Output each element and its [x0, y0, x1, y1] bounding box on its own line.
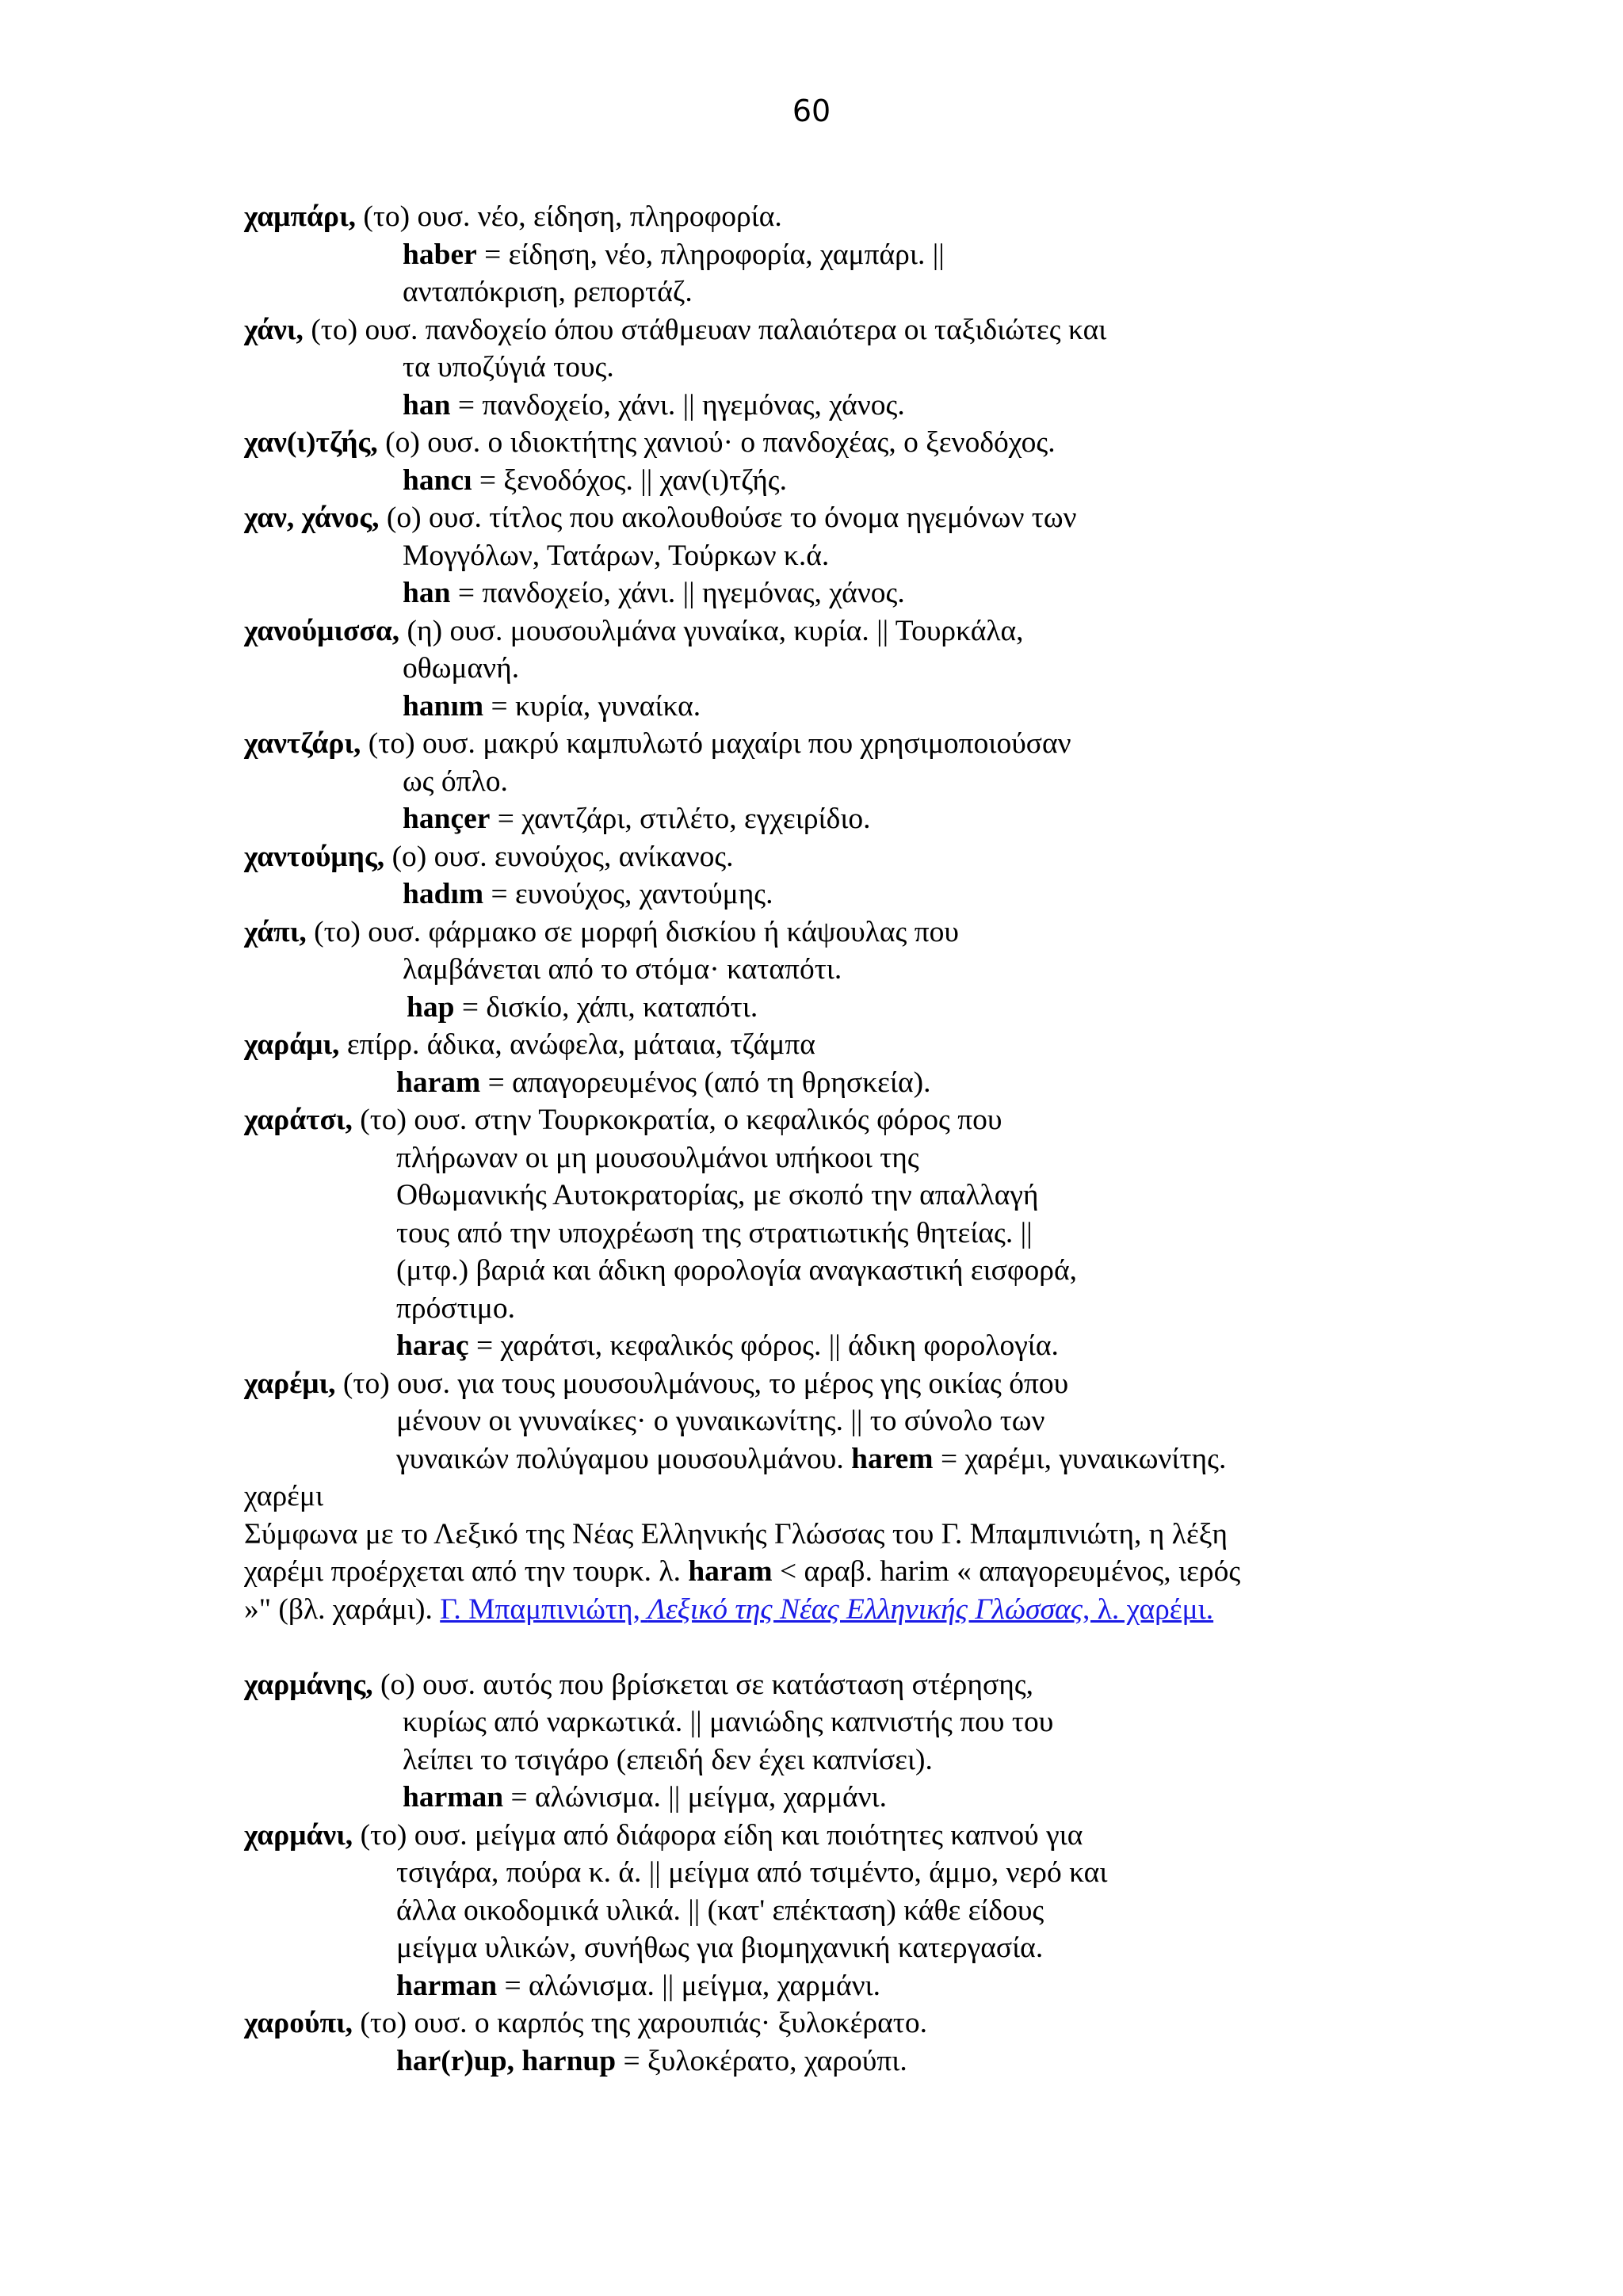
entry-definition: (το) ουσ. πανδοχείο όπου στάθμευαν παλαιότερα οι ταξιδιώτες και — [303, 313, 1107, 346]
turkish-word: haram — [396, 1066, 481, 1099]
note-text-part: χαρέμι προέρχεται από την τουρκ. λ. — [244, 1555, 689, 1588]
entry-headword: χαμπάρι, — [244, 200, 356, 233]
entry-headword: χαρέμι, — [244, 1367, 336, 1400]
entry-headline — [244, 1101, 1393, 1139]
turkish-meaning: = πανδοχείο, χάνι. || ηγεμόνας, χάνος. — [450, 577, 905, 609]
turkish-meaning: = δισκίο, χάπι, καταπότι. — [454, 990, 758, 1024]
turkish-meaning: = αλώνισμα. || μείγμα, χαρμάνι. — [497, 1969, 881, 2002]
entry-headword: χαν, χάνος, — [244, 502, 380, 534]
entry-headword: χαρούπι, — [244, 2007, 353, 2039]
reference-title: Λεξικό της Νέας Ελληνικής Γλώσσας — [647, 1592, 1083, 1626]
entry-headword: χαρμάνι, — [244, 1818, 353, 1852]
entry-headline — [244, 198, 1393, 236]
entry-definition: (το) ουσ. στην Τουρκοκρατία, ο κεφαλικός φόρος που — [352, 1104, 1002, 1136]
entry-definition: (το) ουσ. νέο, είδηση, πληροφορία. — [355, 200, 782, 233]
note-text-part: »" (βλ. χαράμι). — [244, 1592, 441, 1626]
turkish-etymology — [244, 1064, 1393, 1102]
turkish-etymology — [244, 236, 1393, 274]
entry-headline — [244, 612, 1393, 650]
entry-definition-cont: ως όπλο. — [403, 765, 508, 798]
dictionary-content — [244, 198, 1393, 2080]
entry-definition-cont: κυρίως από ναρκωτικά. || μανιώδης καπνιστής που του — [403, 1706, 1054, 1738]
note-text — [244, 1553, 1393, 1591]
turkish-meaning: = χαρέμι, γυναικωνίτης. — [933, 1442, 1227, 1475]
entry-headline — [244, 2004, 1393, 2042]
entry-definition: επίρρ. άδικα, ανώφελα, μάταια, τζάμπα — [339, 1028, 815, 1061]
entry-definition-cont: τους από την υποχρέωση της στρατιωτικής θητείας. || — [396, 1216, 1033, 1249]
turkish-meaning: = ξενοδόχος. || χαν(ι)τζής. — [472, 463, 788, 497]
reference-entry: , λ. χαρέμι. — [1082, 1592, 1214, 1626]
turkish-meaning: = ξυλοκέρατο, χαρούπι. — [616, 2044, 907, 2077]
turkish-word: han — [403, 577, 451, 609]
turkish-word: hanım — [403, 689, 484, 723]
turkish-meaning-cont: ανταπόκριση, ρεπορτάζ. — [403, 276, 693, 308]
entry-headline — [244, 1365, 1393, 1403]
turkish-meaning: = είδηση, νέο, πληροφορία, χαμπάρι. || — [476, 238, 945, 271]
turkish-word: harem — [851, 1442, 934, 1475]
entry-headline — [244, 913, 1393, 952]
turkish-etymology — [244, 875, 1393, 913]
turkish-etymology — [244, 1327, 1393, 1365]
entry-headword: χαν(ι)τζής, — [244, 426, 378, 459]
reference-author: Γ. Μπαμπινιώτη, — [440, 1592, 648, 1626]
entry-definition: (ο) ουσ. ο ιδιοκτήτης χανιού· ο πανδοχέας, ο ξενοδόχος. — [377, 426, 1056, 459]
entry-definition: (ο) ουσ. αυτός που βρίσκεται σε κατάσταση στέρησης, — [372, 1668, 1034, 1701]
entry-definition-cont: άλλα οικοδομικά υλικά. || (κατ' επέκταση) κάθε είδους — [396, 1894, 1044, 1927]
turkish-word: har(r)up, harnup — [396, 2044, 617, 2077]
entry-headword: χάνι, — [244, 313, 304, 346]
turkish-word: hancı — [403, 463, 472, 497]
entry-definition: (ο) ουσ. ευνούχος, ανίκανος. — [384, 840, 734, 873]
entry-definition-cont: Οθωμανικής Αυτοκρατορίας, με σκοπό την απαλλαγή — [396, 1179, 1039, 1211]
entry-definition-cont: οθωμανή. — [403, 652, 520, 685]
note-text-part: < αραβ. harim « απαγορευμένος, ιερός — [772, 1555, 1241, 1588]
turkish-etymology — [244, 387, 1393, 425]
entry-definition: (το) ουσ. ο καρπός της χαρουπιάς· ξυλοκέρατο. — [353, 2007, 927, 2039]
turkish-word: han — [403, 388, 451, 421]
entry-headline — [244, 311, 1393, 349]
turkish-word: haraç — [396, 1329, 469, 1362]
turkish-word: hadım — [403, 878, 484, 910]
entry-headline — [244, 499, 1393, 537]
entry-definition: (το) ουσ. μείγμα από διάφορα είδη και ποιότητες καπνού για — [353, 1818, 1083, 1852]
turkish-etymology — [244, 800, 1393, 838]
turkish-word: harman — [396, 1969, 498, 2002]
entry-headword: χανούμισσα, — [244, 614, 400, 647]
entry-headline — [244, 725, 1393, 763]
entry-headline — [244, 424, 1393, 462]
turkish-meaning: = απαγορευμένος (από τη θρησκεία). — [480, 1066, 931, 1099]
entry-definition: (ο) ουσ. τίτλος που ακολουθούσε το όνομα ηγεμόνων των — [379, 502, 1077, 534]
entry-headword: χαράτσι, — [244, 1104, 353, 1136]
entry-definition-cont: (μτφ.) βαριά και άδικη φορολογία αναγκαστική εισφορά, — [396, 1254, 1078, 1287]
turkish-etymology — [244, 1779, 1393, 1817]
entry-headword: χαρμάνης, — [244, 1668, 373, 1701]
entry-definition-cont: πρόστιμο. — [396, 1291, 515, 1325]
entry-headword: χάπι, — [244, 915, 307, 948]
entry-definition-cont: μείγμα υλικών, συνήθως για βιομηχανική κατεργασία. — [396, 1932, 1044, 1964]
entry-definition-cont: τα υποζύγιά τους. — [403, 351, 614, 383]
turkish-meaning: = χαράτσι, κεφαλικός φόρος. || άδικη φορολογία. — [468, 1329, 1059, 1362]
turkish-etymology — [244, 1440, 1393, 1478]
turkish-etymology — [244, 688, 1393, 726]
note-text: Σύμφωνα με το Λεξικό της Νέας Ελληνικής Γλώσσας του Γ. Μπαμπινιώτη, η λέξη — [244, 1517, 1228, 1550]
entry-definition: (η) ουσ. μουσουλμάνα γυναίκα, κυρία. || Τουρκάλα, — [399, 614, 1024, 647]
turkish-word: harman — [403, 1781, 504, 1814]
turkish-etymology — [244, 574, 1393, 612]
entry-headline — [244, 1666, 1393, 1704]
turkish-word: hap — [407, 990, 455, 1024]
blank-line — [244, 1628, 1393, 1666]
entry-headword: χαράμι, — [244, 1028, 340, 1061]
turkish-etymology — [244, 989, 1393, 1027]
entry-definition-cont: πλήρωναν οι μη μουσουλμάνοι υπήκοοι της — [396, 1141, 919, 1174]
turkish-etymology — [244, 2042, 1393, 2081]
page-number: 60 — [792, 93, 831, 128]
entry-headline — [244, 838, 1393, 876]
turkish-meaning: = ευνούχος, χαντούμης. — [483, 878, 773, 910]
entry-definition-cont: λαμβάνεται από το στόμα· καταπότι. — [403, 953, 842, 986]
reference-link[interactable] — [440, 1593, 1213, 1626]
note-word: χαρέμι — [244, 1480, 324, 1512]
note-text — [244, 1591, 1393, 1629]
entry-headword: χαντούμης, — [244, 840, 385, 873]
turkish-word: haram — [688, 1555, 773, 1588]
turkish-etymology — [244, 1967, 1393, 2005]
turkish-meaning: = πανδοχείο, χάνι. || ηγεμόνας, χάνος. — [450, 388, 905, 421]
turkish-meaning: = χαντζάρι, στιλέτο, εγχειρίδιο. — [490, 803, 871, 835]
entry-definition-cont: μένουν οι γνυναίκες· ο γυναικωνίτης. || το σύνολο των — [396, 1405, 1045, 1437]
turkish-meaning: = κυρία, γυναίκα. — [483, 689, 701, 723]
turkish-word: hançer — [403, 803, 491, 835]
entry-definition-cont: γυναικών πολύγαμου μουσουλμάνου. — [396, 1442, 852, 1475]
turkish-word: haber — [403, 238, 477, 271]
entry-definition: (το) ουσ. μακρύ καμπυλωτό μαχαίρι που χρησιμοποιούσαν — [361, 727, 1071, 760]
turkish-meaning: = αλώνισμα. || μείγμα, χαρμάνι. — [503, 1781, 888, 1814]
entry-headline — [244, 1817, 1393, 1855]
entry-definition-cont: Μογγόλων, Τατάρων, Τούρκων κ.ά. — [403, 539, 830, 572]
entry-definition: (το) ουσ. για τους μουσουλμάνους, το μέρος γης οικίας όπου — [335, 1367, 1069, 1400]
entry-definition-cont: λείπει το τσιγάρο (επειδή δεν έχει καπνίσει). — [403, 1743, 933, 1776]
entry-headline — [244, 1026, 1393, 1064]
entry-definition-cont: τσιγάρα, πούρα κ. ά. || μείγμα από τσιμέντο, άμμο, νερό και — [396, 1856, 1108, 1889]
entry-headword: χαντζάρι, — [244, 727, 361, 760]
entry-definition: (το) ουσ. φάρμακο σε μορφή δισκίου ή κάψουλας που — [306, 915, 959, 948]
turkish-etymology — [244, 462, 1393, 500]
